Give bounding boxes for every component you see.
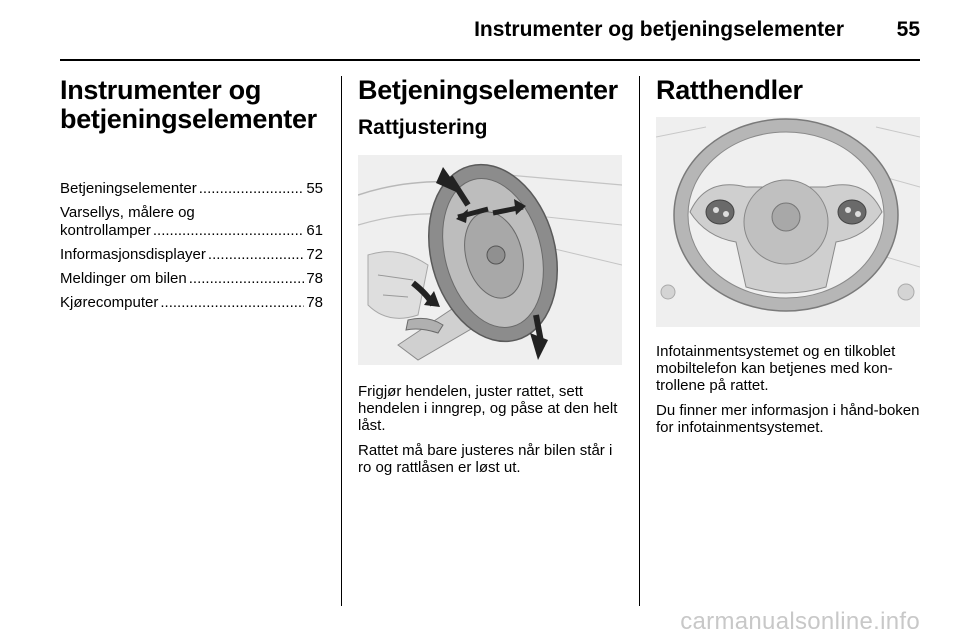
steering-adjustment-column <box>358 76 622 484</box>
toc-item[interactable] <box>60 294 323 312</box>
toc-item-page: 78 <box>306 294 323 311</box>
toc-leader <box>160 294 304 312</box>
steering-controls-column <box>656 76 920 444</box>
toc-leader <box>199 180 305 198</box>
section-title: Betjeningselementer <box>358 75 618 105</box>
toc-item-text: Varsellys, målere og <box>60 204 195 221</box>
toc-item-text-cont: kontrollamper <box>60 222 151 239</box>
paragraph: Rattet må bare justeres når bilen står i ro og rattlåsen er løst ut. <box>358 442 613 476</box>
chapter-column <box>60 76 323 318</box>
page-number: 55 <box>896 18 920 41</box>
table-of-contents <box>60 180 323 312</box>
watermark-text: carmanualsonline.info <box>680 608 920 635</box>
toc-item-page: 55 <box>306 180 323 197</box>
chapter-title <box>60 76 323 134</box>
steering-wheel-controls-illustration <box>656 117 920 327</box>
section-subtitle: Rattjustering <box>358 116 488 139</box>
steering-wheel-diagram <box>656 117 920 327</box>
toc-leader <box>153 222 304 240</box>
steering-column-diagram <box>358 155 622 365</box>
toc-item[interactable] <box>60 270 323 288</box>
toc-item-text: Meldinger om bilen <box>60 270 187 287</box>
toc-leader <box>189 270 305 288</box>
column-divider-1 <box>341 76 342 606</box>
toc-item-page: 72 <box>306 246 323 263</box>
paragraph: Frigjør hendelen, juster rattet, sett hendelen i inngrep, og påse at den helt låst. <box>358 383 618 434</box>
steering-adjustment-illustration <box>358 155 622 365</box>
toc-item-page: 78 <box>306 270 323 287</box>
toc-item-text: Kjørecomputer <box>60 294 159 311</box>
toc-item-text: Informasjonsdisplayer <box>60 246 206 263</box>
page-header <box>60 18 920 48</box>
toc-item[interactable] <box>60 180 323 198</box>
paragraph: Du finner mer informasjon i hånd-boken for infotainmentsystemet. <box>656 402 920 436</box>
paragraph: Infotainmentsystemet og en tilkoblet mobiltelefon kan betjenes med kon-trollene på rattet. <box>656 343 896 394</box>
toc-item[interactable] <box>60 246 323 264</box>
toc-item[interactable] <box>60 204 323 240</box>
header-rule <box>60 59 920 61</box>
column-divider-2 <box>639 76 640 606</box>
toc-item-text: Betjeningselementer <box>60 180 197 197</box>
section-title: Ratthendler <box>656 75 803 105</box>
toc-leader <box>208 246 304 264</box>
toc-item-page: 61 <box>306 222 323 239</box>
chapter-title-line1: Instrumenter og <box>60 75 262 105</box>
header-title: Instrumenter og betjeningselementer <box>474 18 844 41</box>
chapter-title-line2: betjeningselementer <box>60 104 317 134</box>
